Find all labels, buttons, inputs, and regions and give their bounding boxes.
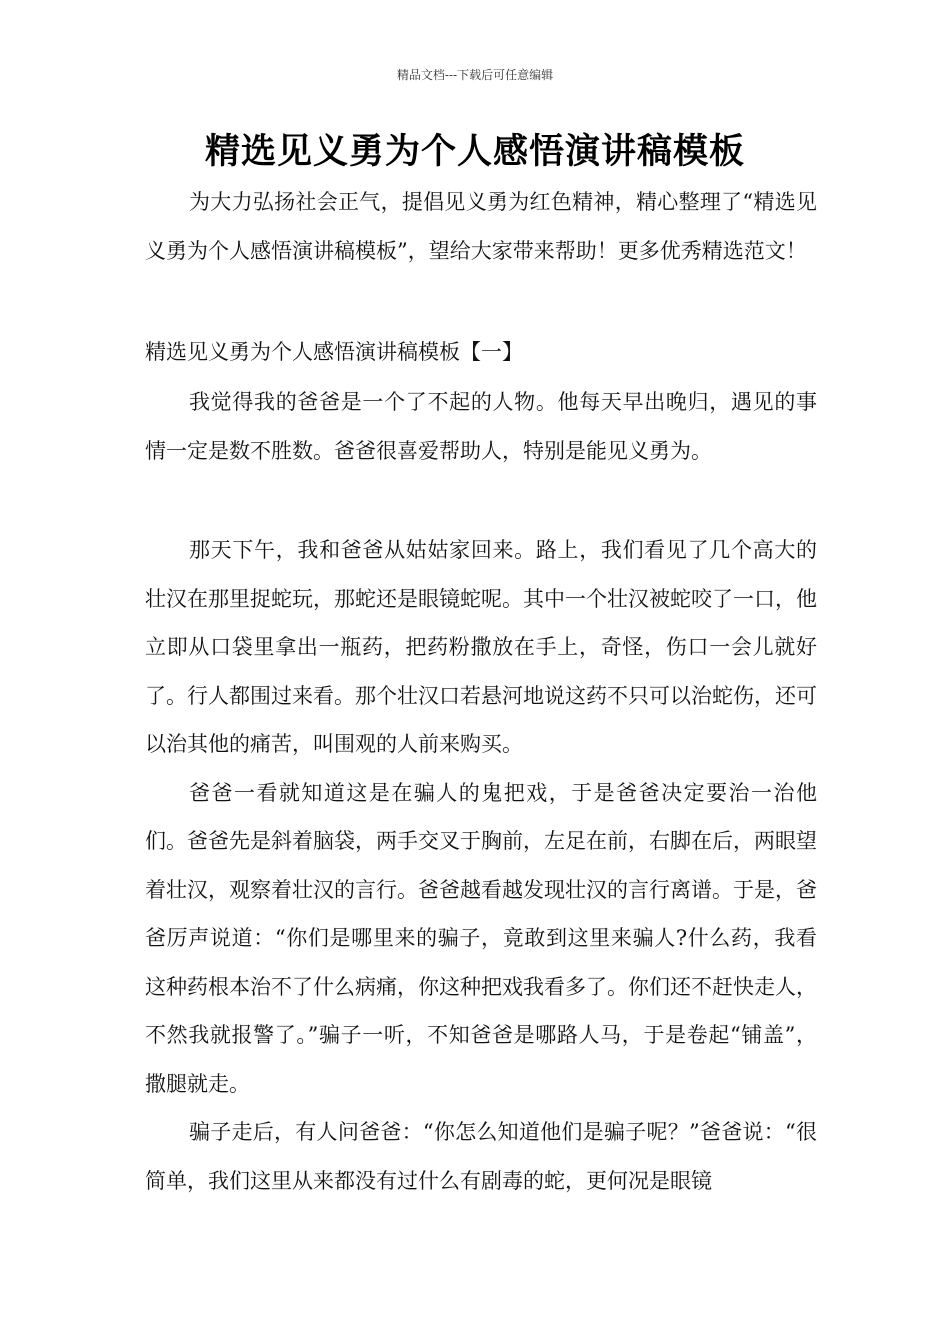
intro-paragraph: 为大力弘扬社会正气，提倡见义勇为红色精神，精心整理了“精选见义勇为个人感悟演讲稿模板”，望给大家带来帮助！更多优秀精选范文！ [145, 190, 817, 263]
body-paragraph: 骗子走后，有人问爸爸：“你怎么知道他们是骗子呢？”爸爸说：“很简单，我们这里从来都没有过什么有剧毒的蛇，更何况是眼镜 [145, 1120, 817, 1193]
body-paragraph: 爸爸一看就知道这是在骗人的鬼把戏，于是爸爸决定要治一治他们。爸爸先是斜着脑袋，两手交叉于胸前，左足在前，右脚在后，两眼望着壮汉，观察着壮汉的言行。爸爸越看越发现壮汉的言行离谱。于是，爸爸厉声说道：“你们是哪里来的骗子，竟敢到这里来骗人?什么药，我看这种药根本治不了什么病痛，你这种把戏我看多了。你们还不赶快走人，不然我就报警了。”骗子一听，不知爸爸是哪路人马，于是卷起“铺盖”，撒腿就走。 [145, 780, 817, 1096]
section-block [145, 328, 817, 377]
paragraph-block-2 [145, 526, 817, 1205]
section-heading: 精选见义勇为个人感悟演讲稿模板【一】 [145, 340, 523, 364]
document-title: 精选见义勇为个人感悟演讲稿模板 [204, 131, 745, 172]
paragraph-block-1 [145, 378, 817, 475]
intro-block [145, 178, 817, 275]
body-paragraph: 那天下午，我和爸爸从姑姑家回来。路上，我们看见了几个高大的壮汉在那里捉蛇玩，那蛇还是眼镜蛇呢。其中一个壮汉被蛇咬了一口，他立即从口袋里拿出一瓶药，把药粉撒放在手上，奇怪，伤口一会儿就好了。行人都围过来看。那个壮汉口若悬河地说这药不只可以治蛇伤，还可以治其他的痛苦，叫围观的人前来购买。 [145, 538, 817, 756]
body-paragraph: 我觉得我的爸爸是一个了不起的人物。他每天早出晚归，遇见的事情一定是数不胜数。爸爸很喜爱帮助人，特别是能见义勇为。 [145, 390, 817, 463]
page-header: 精品文档---下载后可任意编辑 [396, 68, 554, 82]
